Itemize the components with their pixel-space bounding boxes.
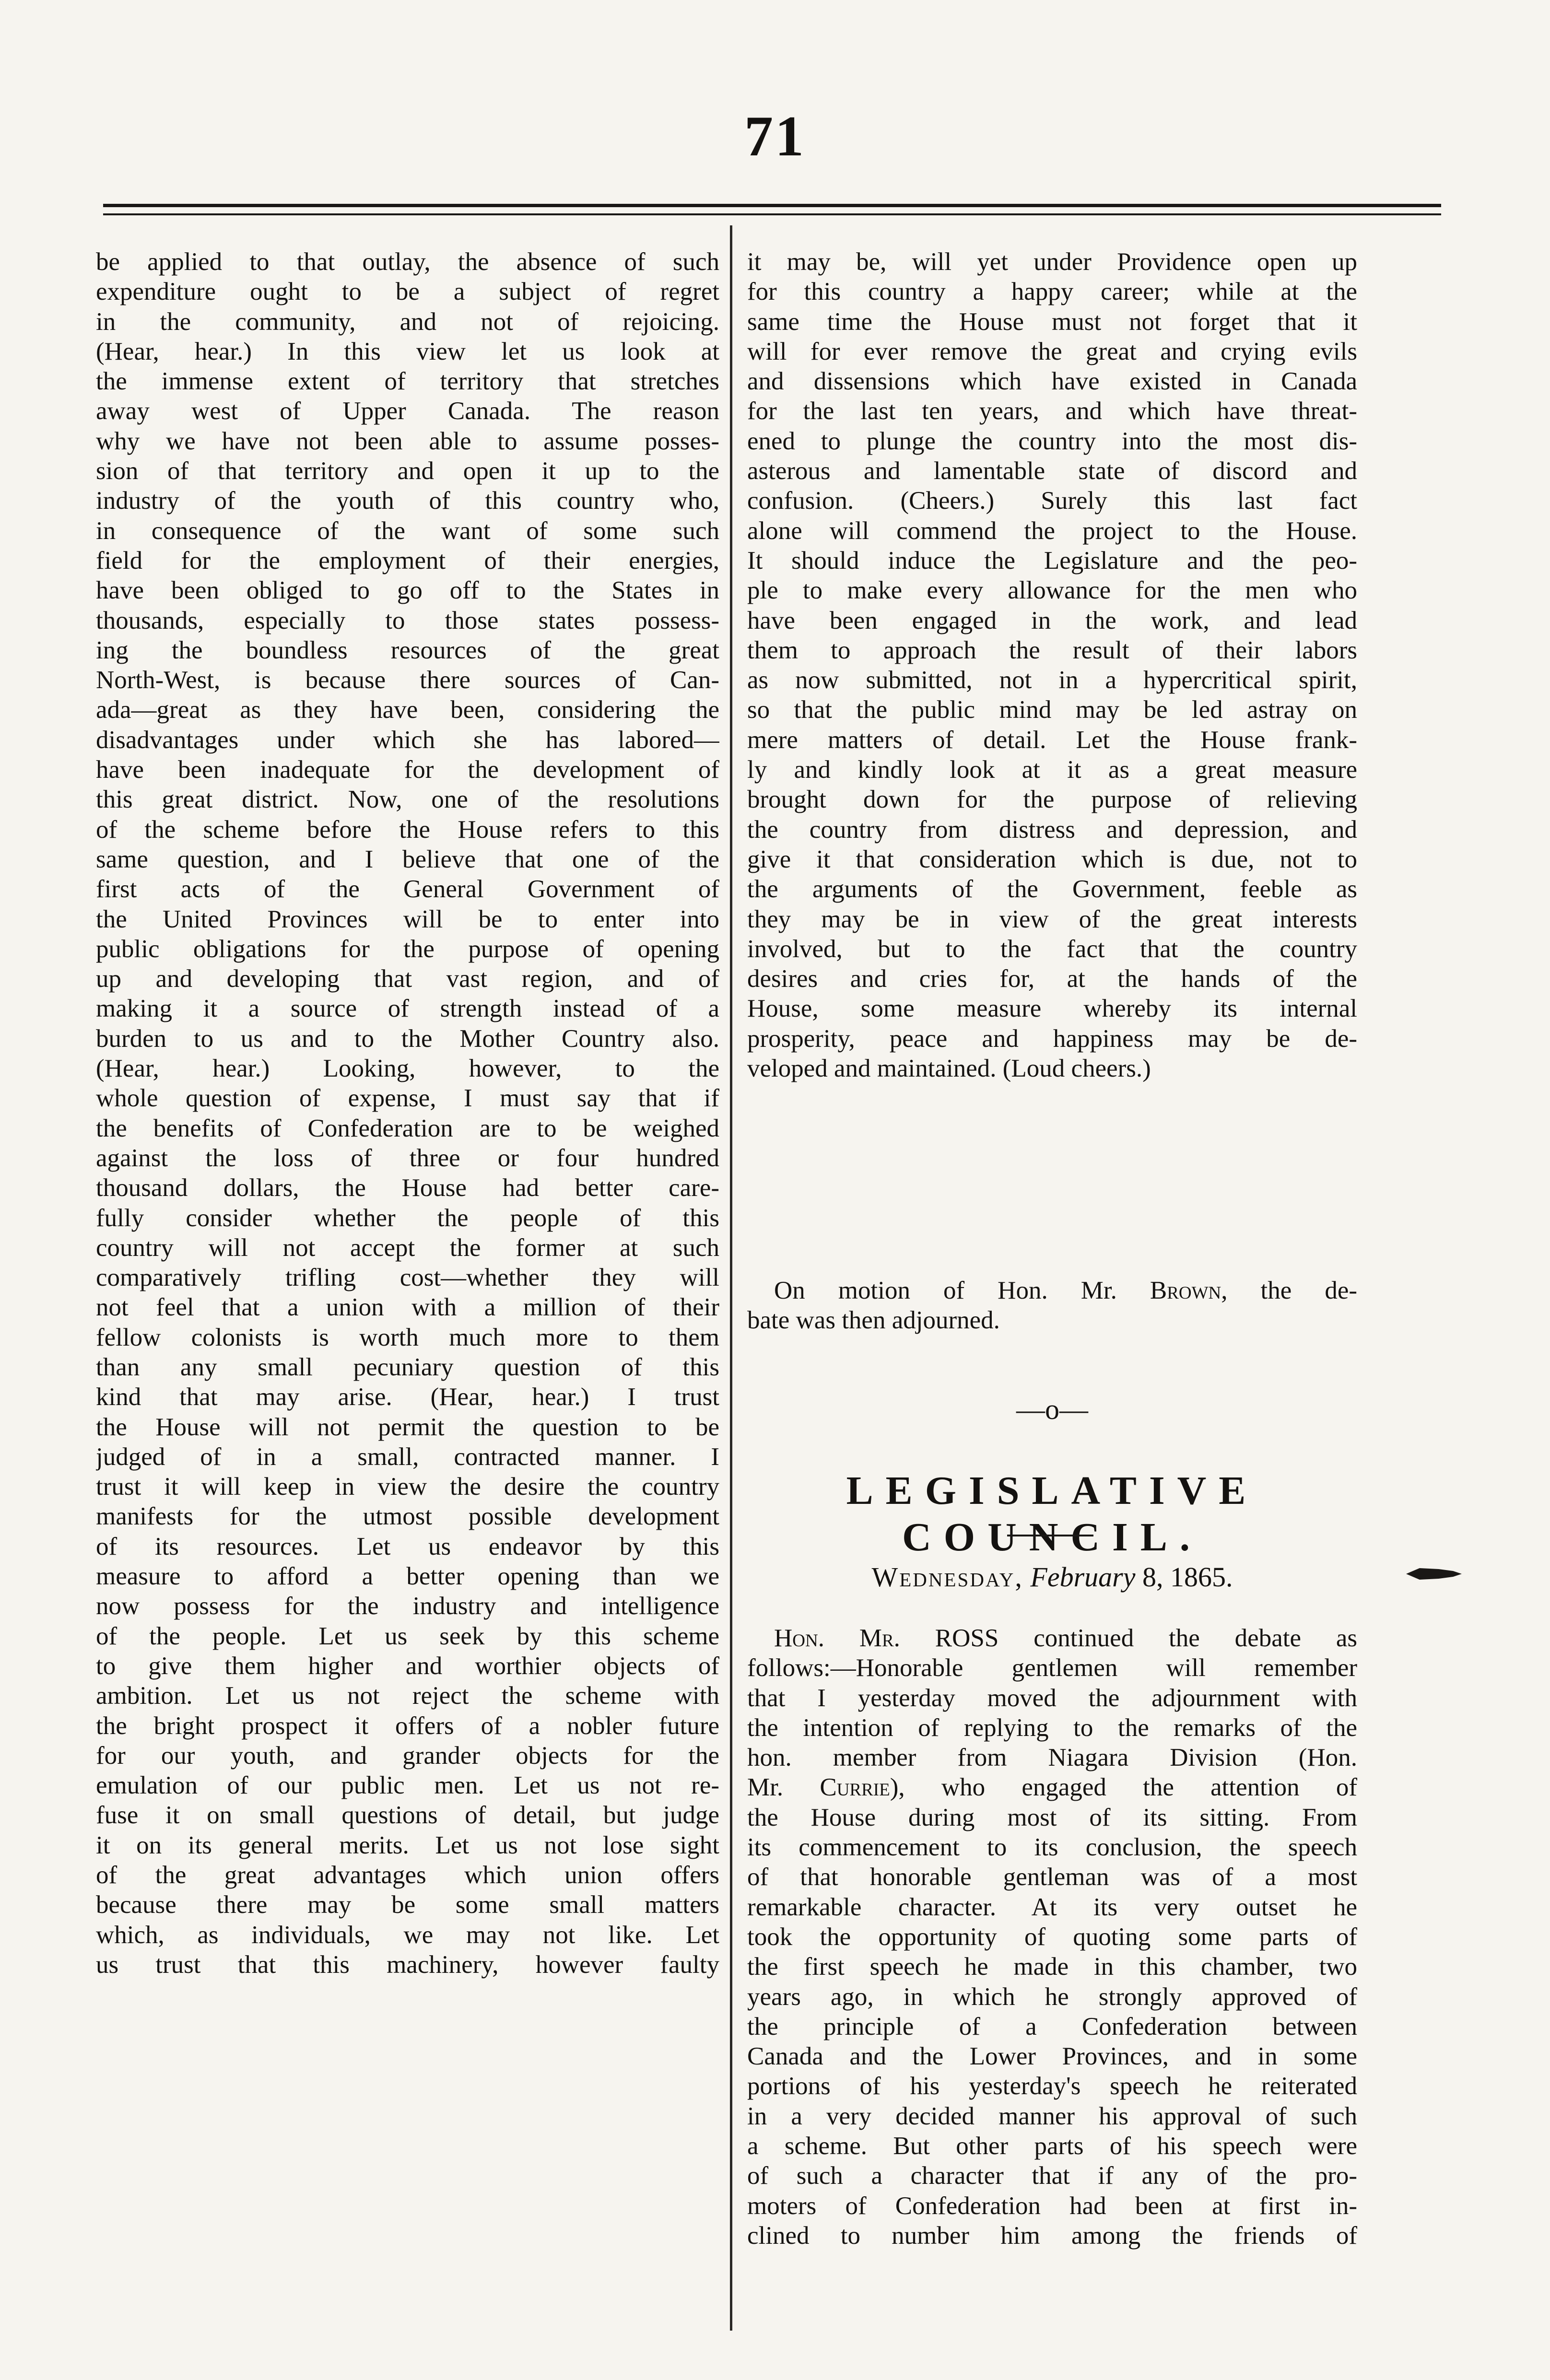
page-number: 71 xyxy=(744,104,806,168)
text-line: field for the employment of their energies, xyxy=(96,546,719,574)
motion-line-2: bate was then adjourned. xyxy=(747,1306,1000,1335)
text-line: first acts of the General Government of xyxy=(96,875,719,903)
text-line: veloped and maintained. (Loud cheers.) xyxy=(747,1055,1151,1083)
text-line: have been engaged in the work, and lead xyxy=(747,606,1357,634)
text-line: to give them higher and worthier objects of xyxy=(96,1652,719,1680)
section-ornament: —o— xyxy=(1016,1394,1088,1425)
text-line: of the scheme before the House refers to this xyxy=(96,815,719,844)
text-line: North-West, is because there sources of Can- xyxy=(96,666,719,694)
text-line: clined to number him among the friends of xyxy=(747,2221,1357,2250)
text-line: that I yesterday moved the adjournment with xyxy=(747,1684,1357,1712)
text-line: now possess for the industry and intelligence xyxy=(96,1592,719,1620)
text-line: (Hear, hear.) In this view let us look at xyxy=(96,337,719,365)
section-title-rule xyxy=(1007,1535,1093,1536)
right-column-speech xyxy=(747,247,1357,1083)
currie-name: Currie xyxy=(820,1773,890,1802)
text-line: in a very decided manner his approval of such xyxy=(747,2102,1357,2130)
text-line: It should induce the Legislature and the peo- xyxy=(747,546,1357,574)
text-line: mere matters of detail. Let the House frank- xyxy=(747,726,1357,754)
text-line: making it a source of strength instead of a xyxy=(96,995,719,1023)
text-line: up and developing that vast region, and of xyxy=(96,965,719,993)
text-line: thousands, especially to those states possess- xyxy=(96,606,719,634)
text-line: desires and cries for, at the hands of the xyxy=(747,965,1357,993)
text-line: the House will not permit the question to be xyxy=(96,1413,719,1441)
text-line: comparatively trifling cost—whether they will xyxy=(96,1264,719,1292)
text-line: brought down for the purpose of relieving xyxy=(747,786,1357,814)
text-line: the intention of replying to the remarks of the xyxy=(747,1713,1357,1742)
text-line: away west of Upper Canada. The reason xyxy=(96,397,719,425)
text-line: country will not accept the former at such xyxy=(96,1233,719,1262)
text-line: kind that may arise. (Hear, hear.) I trust xyxy=(96,1383,719,1411)
text-line: them to approach the result of their labors xyxy=(747,636,1357,664)
text-line: the immense extent of territory that stretches xyxy=(96,367,719,396)
text-line: manifests for the utmost possible development xyxy=(96,1502,719,1531)
text-line: than any small pecuniary question of this xyxy=(96,1353,719,1381)
text-line: trust it will keep in view the desire the country xyxy=(96,1473,719,1501)
text-line: industry of the youth of this country who, xyxy=(96,487,719,515)
text-line: same time the House must not forget that it xyxy=(747,307,1357,336)
council-line-first: Hon. Mr. ROSS continued the debate as xyxy=(774,1624,1357,1652)
text-line: hon. member from Niagara Division (Hon. xyxy=(747,1744,1357,1772)
text-line: same question, and I believe that one of the xyxy=(96,845,719,873)
text-line: so that the public mind may be led astray on xyxy=(747,696,1357,724)
text-line: asterous and lamentable state of discord and xyxy=(747,457,1357,485)
council-speaker-name: Hon. Mr. ROSS xyxy=(774,1624,999,1652)
text-line: ing the boundless resources of the great xyxy=(96,636,719,664)
text-line: and dissensions which have existed in Canada xyxy=(747,367,1357,396)
motion-paragraph xyxy=(747,1276,1357,1336)
text-line: it on its general merits. Let us not lose sight xyxy=(96,1831,719,1859)
text-line: the United Provinces will be to enter into xyxy=(96,905,719,933)
text-line: which, as individuals, we may not like. Let xyxy=(96,1921,719,1949)
text-line: will for ever remove the great and crying evils xyxy=(747,337,1357,365)
text-line: ada—great as they have been, considering the xyxy=(96,696,719,724)
text-line: give it that consideration which is due, not to xyxy=(747,845,1357,873)
text-line: follows:—Honorable gentlemen will remember xyxy=(747,1654,1357,1682)
council-line-currie: Mr. Currie), who engaged the attention of xyxy=(747,1773,1357,1802)
text-line: in consequence of the want of some such xyxy=(96,516,719,545)
text-line: ple to make every allowance for the men who xyxy=(747,576,1357,605)
text-line: the principle of a Confederation between xyxy=(747,2012,1357,2040)
text-line: years ago, in which he strongly approved of xyxy=(747,1982,1357,2011)
text-line: remarkable character. At its very outset he xyxy=(747,1893,1357,1921)
text-line: prosperity, peace and happiness may be de- xyxy=(747,1024,1357,1053)
header-rule-thin xyxy=(103,213,1441,215)
text-line: burden to us and to the Mother Country also. xyxy=(96,1024,719,1053)
text-line: of its resources. Let us endeavor by this xyxy=(96,1532,719,1560)
left-column xyxy=(96,247,719,1980)
text-line: for our youth, and grander objects for the xyxy=(96,1741,719,1770)
text-line: alone will commend the project to the House. xyxy=(747,516,1357,545)
text-line: not feel that a union with a million of their xyxy=(96,1293,719,1322)
text-line: have been inadequate for the development of xyxy=(96,756,719,784)
council-speech xyxy=(747,1623,1357,2251)
council-lines-a xyxy=(747,1653,1357,1772)
text-line: measure to afford a better opening than we xyxy=(96,1562,719,1591)
text-line: its commencement to its conclusion, the speech xyxy=(747,1833,1357,1862)
text-line: sion of that territory and open it up to the xyxy=(96,457,719,485)
text-line: fuse it on small questions of detail, but judge xyxy=(96,1801,719,1829)
text-line: be applied to that outlay, the absence of such xyxy=(96,248,719,276)
text-line: this great district. Now, one of the resolutions xyxy=(96,786,719,814)
text-line: the benefits of Confederation are to be weighed xyxy=(96,1114,719,1142)
text-line: ly and kindly look at it as a great measure xyxy=(747,756,1357,784)
text-line: for the last ten years, and which have threat- xyxy=(747,397,1357,425)
text-line: a scheme. But other parts of his speech were xyxy=(747,2132,1357,2160)
text-line: against the loss of three or four hundred xyxy=(96,1144,719,1172)
text-line: confusion. (Cheers.) Surely this last fact xyxy=(747,487,1357,515)
dateline-day: Wednesday, xyxy=(871,1561,1023,1593)
text-line: portions of his yesterday's speech he reiterated xyxy=(747,2072,1357,2100)
pointing-hand-icon xyxy=(1405,1564,1463,1583)
text-line: as now submitted, not in a hypercritical spirit, xyxy=(747,666,1357,694)
text-line: in the community, and not of rejoicing. xyxy=(96,307,719,336)
text-line: emulation of our public men. Let us not re- xyxy=(96,1771,719,1800)
text-line: it may be, will yet under Providence open up xyxy=(747,248,1357,276)
dateline-month: February xyxy=(1030,1561,1136,1593)
text-line: took the opportunity of quoting some parts of xyxy=(747,1923,1357,1951)
text-line: public obligations for the purpose of opening xyxy=(96,935,719,963)
section-title: LEGISLATIVE COUNCIL. xyxy=(846,1468,1258,1559)
text-line: the first speech he made in this chamber, two xyxy=(747,1953,1357,1981)
text-line: us trust that this machinery, however faulty xyxy=(96,1950,719,1979)
text-line: of such a character that if any of the pro- xyxy=(747,2162,1357,2190)
text-line: House, some measure whereby its internal xyxy=(747,995,1357,1023)
text-line: whole question of expense, I must say that if xyxy=(96,1084,719,1113)
text-line: of the great advantages which union offers xyxy=(96,1861,719,1889)
text-line: moters of Confederation had been at first in- xyxy=(747,2192,1357,2220)
header-rule-thick xyxy=(103,204,1441,207)
motion-line-1: On motion of Hon. Mr. Brown, the de- xyxy=(774,1277,1357,1304)
council-lines-b xyxy=(747,1803,1357,2251)
text-line: the country from distress and depression, and xyxy=(747,815,1357,844)
dateline xyxy=(747,1561,1357,1593)
dateline-rest: 8, 1865. xyxy=(1142,1561,1233,1593)
text-line: they may be in view of the great interests xyxy=(747,905,1357,933)
text-line: of the people. Let us seek by this scheme xyxy=(96,1622,719,1650)
text-line: ambition. Let us not reject the scheme with xyxy=(96,1682,719,1710)
text-line: involved, but to the fact that the country xyxy=(747,935,1357,963)
text-line: fully consider whether the people of this xyxy=(96,1204,719,1232)
text-line: the House during most of its sitting. From xyxy=(747,1803,1357,1831)
text-line: because there may be some small matters xyxy=(96,1891,719,1919)
text-line: thousand dollars, the House had better care- xyxy=(96,1174,719,1202)
text-line: for this country a happy career; while at the xyxy=(747,278,1357,306)
text-line: disadvantages under which she has labored— xyxy=(96,726,719,754)
text-line: why we have not been able to assume posses- xyxy=(96,427,719,455)
text-line: the arguments of the Government, feeble as xyxy=(747,875,1357,903)
text-line: judged of in a small, contracted manner. I xyxy=(96,1442,719,1471)
motion-speaker-name: Brown xyxy=(1150,1277,1221,1304)
text-line: the bright prospect it offers of a nobler future xyxy=(96,1712,719,1740)
text-line: have been obliged to go off to the States in xyxy=(96,576,719,605)
text-line: Canada and the Lower Provinces, and in some xyxy=(747,2042,1357,2071)
column-separator xyxy=(730,225,732,2331)
text-line: (Hear, hear.) Looking, however, to the xyxy=(96,1055,719,1083)
text-line: expenditure ought to be a subject of regret xyxy=(96,278,719,306)
text-line: ened to plunge the country into the most dis- xyxy=(747,427,1357,455)
text-line: fellow colonists is worth much more to them xyxy=(96,1323,719,1351)
text-line: of that honorable gentleman was of a most xyxy=(747,1863,1357,1891)
